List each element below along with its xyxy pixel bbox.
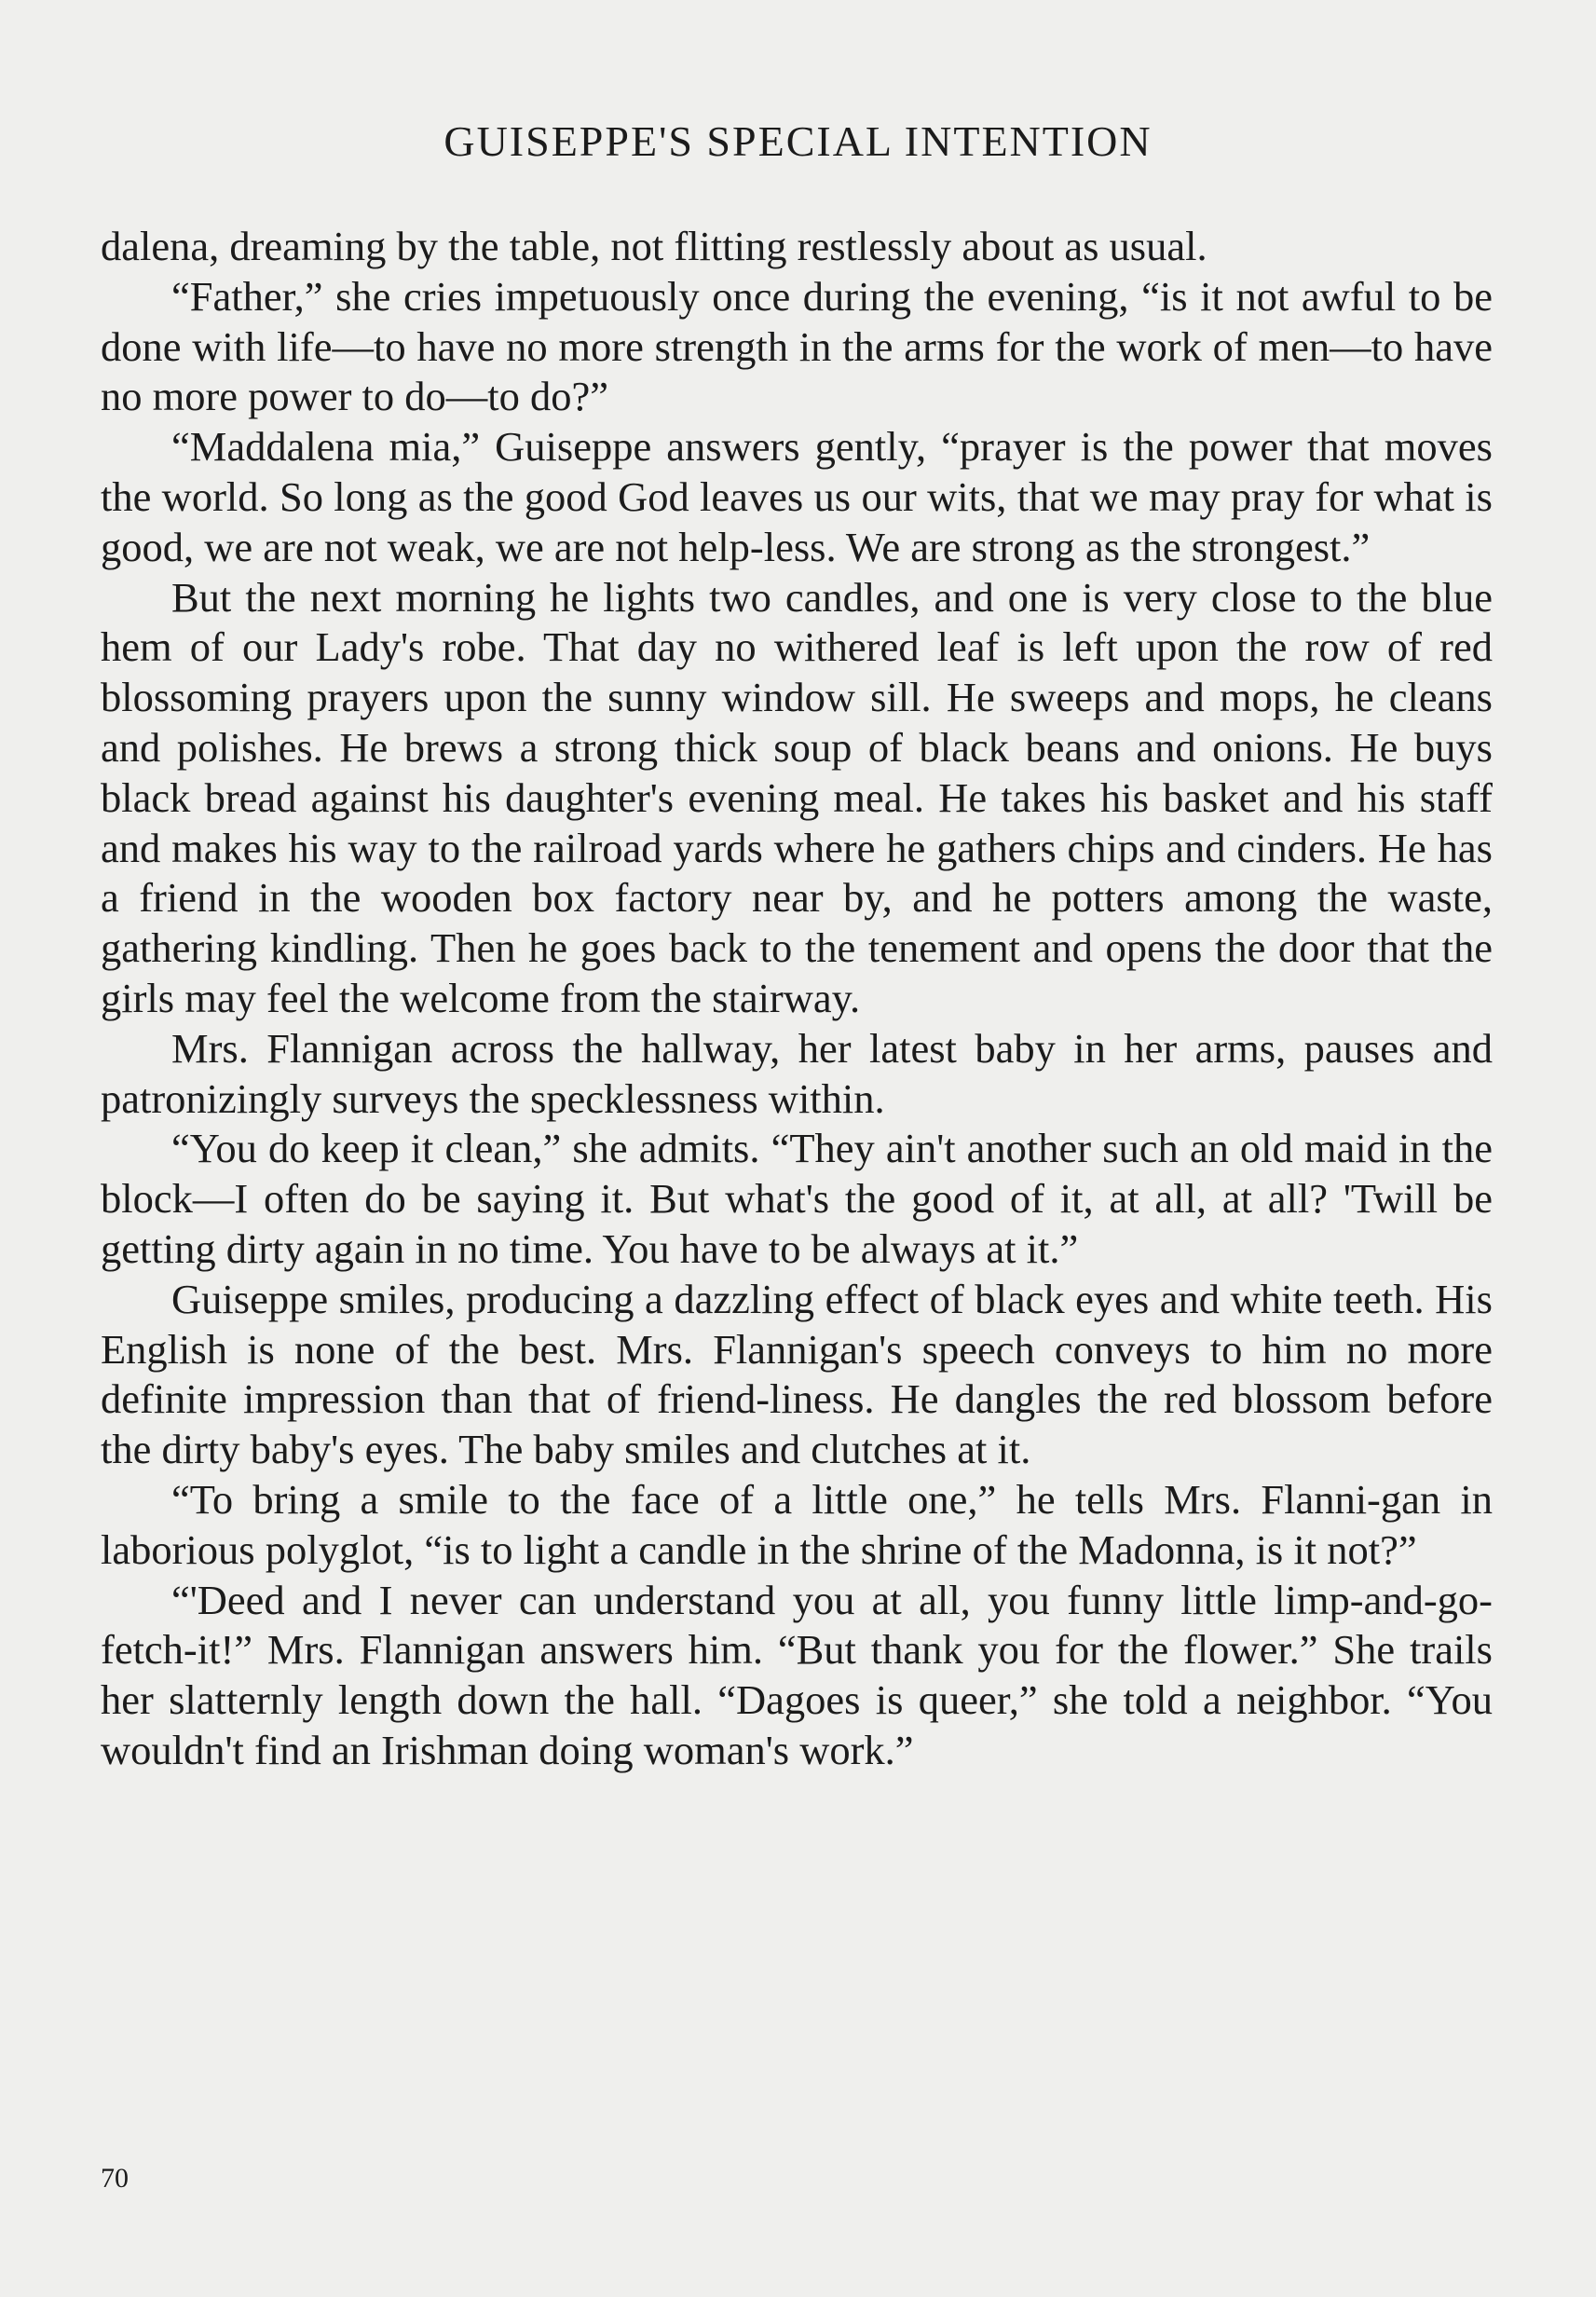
body-text — [101, 222, 1493, 1776]
paragraph-continued: dalena, dreaming by the table, not flitting restlessly about as usual. — [101, 223, 1207, 269]
paragraph: Guiseppe smiles, producing a dazzling effect of black eyes and white teeth. His English is none of the best. Mrs. Flannigan's speech conveys to him no more definite impression than that of friend-liness. He dangles the red blossom before the dirty baby's eyes. The baby smiles and clutches at it. — [101, 1275, 1493, 1473]
paragraph: “'Deed and I never can understand you at all, you funny little limp-and-go-fetch-it!” Mrs. Flannigan answers him. “But thank you for the flower.” She trails her slatternly length down the hall. “Dagoes is queer,” she told a neighbor. “You wouldn't find an Irishman doing woman's work.” — [101, 1576, 1493, 1773]
paragraph: Mrs. Flannigan across the hallway, her latest baby in her arms, pauses and patronizingly surveys the specklessness within. — [101, 1024, 1493, 1122]
paragraph: “Father,” she cries impetuously once during the evening, “is it not awful to be done with life—to have no more strength in the arms for the work of men—to have no more power to do—to do?” — [101, 272, 1493, 420]
paragraph: But the next morning he lights two candles, and one is very close to the blue hem of our Lady's robe. That day no withered leaf is left upon the row of red blossoming prayers upon the sunny window sill. He sweeps and mops, he cleans and polishes. He brews a strong thick soup of black beans and onions. He buys black bread against his daughter's evening meal. He takes his basket and his staff and makes his way to the railroad yards where he gathers chips and cinders. He has a friend in the wooden box factory near by, and he potters among the waste, gathering kindling. Then he goes back to the tenement and opens the door that the girls may feel the welcome from the stairway. — [101, 573, 1493, 1021]
paragraph: “Maddalena mia,” Guiseppe answers gently, “prayer is the power that moves the world. So long as the good God leaves us our wits, that we may pray for what is good, we are not weak, we are not help-less. We are strong as the strongest.” — [101, 423, 1493, 570]
page-number: 70 — [101, 2163, 129, 2194]
paragraph: “You do keep it clean,” she admits. “They ain't another such an old maid in the block—I often do be saying it. But what's the good of it, at all, at all? 'Twill be getting dirty again in no time. You have to be always at it.” — [101, 1125, 1493, 1272]
running-head: GUISEPPE'S SPECIAL INTENTION — [443, 117, 1153, 165]
paragraph: “To bring a smile to the face of a little one,” he tells Mrs. Flanni-gan in laborious polyglot, “is to light a candle in the shrine of the Madonna, is it not?” — [101, 1475, 1493, 1573]
